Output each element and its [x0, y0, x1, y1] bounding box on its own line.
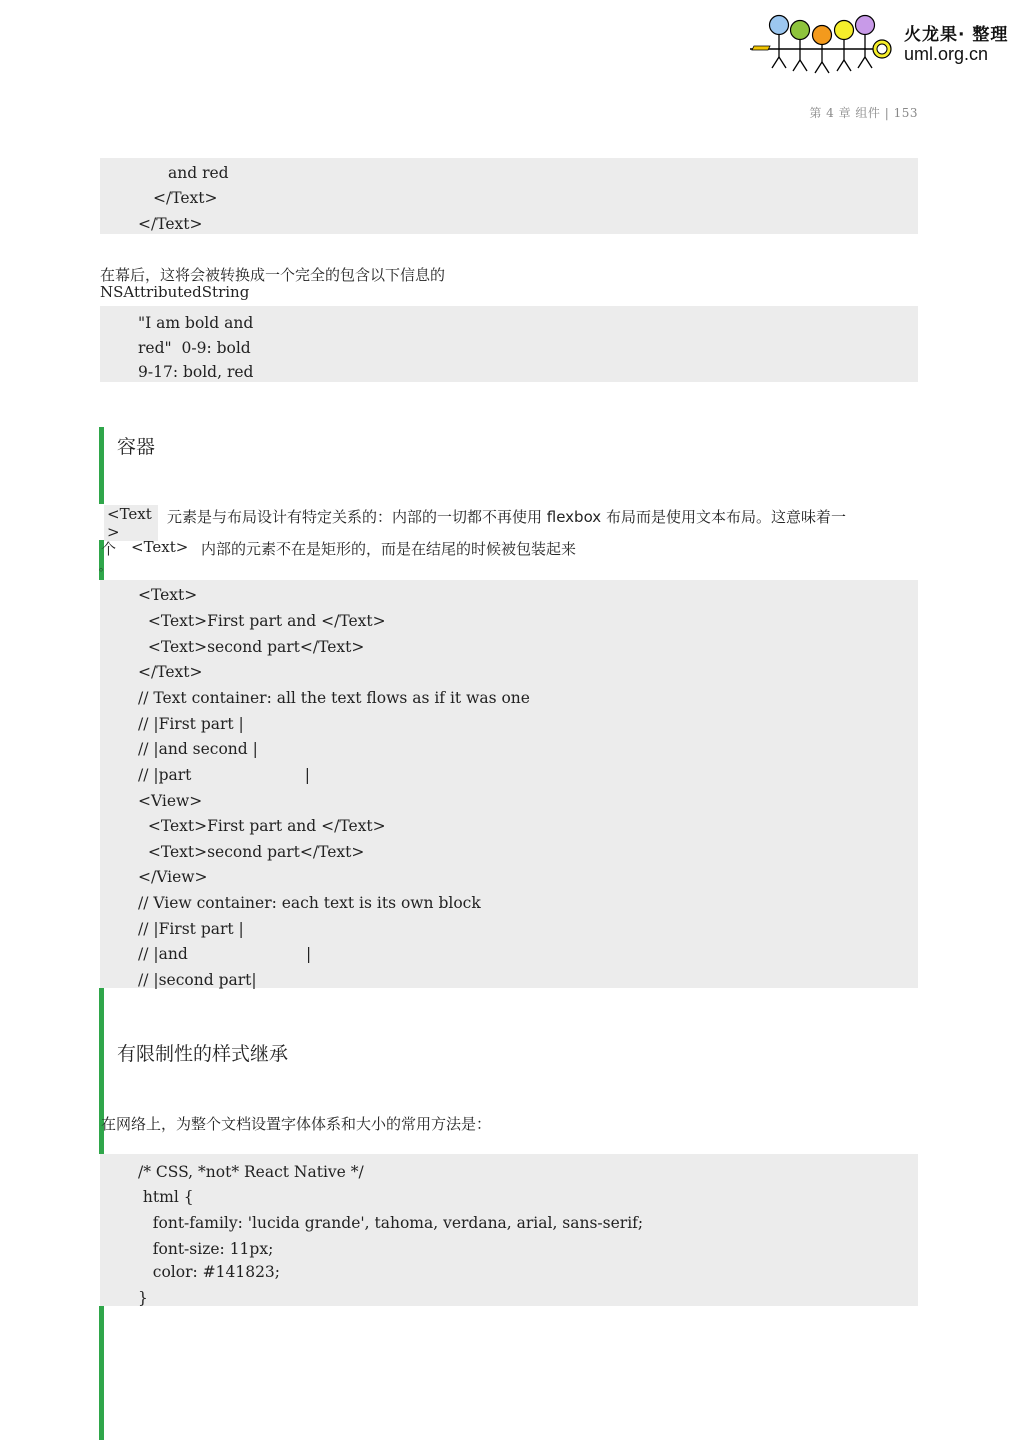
- code-line: <Text>second part</Text>: [138, 843, 365, 861]
- logo: [748, 12, 898, 74]
- code-line: color: #141823;: [138, 1263, 281, 1281]
- code-line: html {: [138, 1188, 194, 1206]
- page-header: 第 4 章 组件 | 153: [809, 106, 918, 120]
- section-title-style-inheritance: 有限制性的样式继承: [117, 1043, 289, 1065]
- code-line: </Text>: [138, 663, 203, 681]
- code-block-3: [100, 580, 918, 988]
- code-line: and red: [168, 164, 229, 182]
- code-line: </Text>: [153, 189, 218, 207]
- code-line: // |second part|: [138, 971, 257, 989]
- code-line: "I am bold and: [138, 314, 254, 332]
- paragraph-intro: 在幕后，这将会被转换成一个完全的包含以下信息的: [100, 266, 446, 284]
- code-line: </View>: [138, 868, 208, 886]
- code-line: // |First part |: [138, 920, 244, 938]
- code-line: // Text container: all the text flows as if it was one: [138, 689, 530, 707]
- code-block-1: [100, 158, 918, 234]
- code-line: <Text>: [138, 586, 198, 604]
- section-marker-bar: [99, 1306, 104, 1440]
- code-line: // |part |: [138, 766, 310, 784]
- code-line: // View container: each text is its own block: [138, 894, 481, 912]
- code-line: red" 0-9: bold: [138, 339, 251, 357]
- section1-inline-code-2: <Text>: [131, 538, 189, 556]
- section1-text-line2-prefix: 个: [101, 540, 117, 558]
- code-line: <Text>second part</Text>: [138, 638, 365, 656]
- section1-text-line1: 元素是与布局设计有特定关系的：内部的一切都不再使用 flexbox 布局而是使用文本布局。这意味着一: [167, 508, 846, 526]
- code-line: 9-17: bold, red: [138, 363, 254, 381]
- code-line: }: [138, 1289, 148, 1307]
- code-block-2: [100, 306, 918, 382]
- section-marker-bar: [99, 427, 104, 504]
- section1-text-line2: 内部的元素不在是矩形的，而是在结尾的时候被包装起来: [201, 540, 577, 558]
- code-line: // |and |: [138, 945, 312, 963]
- code-line: // |First part |: [138, 715, 244, 733]
- section2-text: 在网络上，为整个文档设置字体体系和大小的常用方法是：: [101, 1115, 492, 1133]
- logo-url: uml.org.cn: [904, 44, 989, 64]
- inline-code-label: <Text>: [107, 505, 152, 541]
- section-title-containers: 容器: [117, 436, 156, 458]
- inline-code-text-tag: [104, 505, 158, 541]
- code-line: <View>: [138, 792, 203, 810]
- code-line: /* CSS, *not* React Native */: [138, 1163, 364, 1181]
- section1-text-line3: 。: [99, 560, 110, 573]
- code-line: </Text>: [138, 215, 203, 233]
- code-line: // |and second |: [138, 740, 258, 758]
- logo-title: 火龙果· 整理: [904, 25, 1009, 45]
- code-line: <Text>First part and </Text>: [138, 817, 386, 835]
- code-line: font-size: 11px;: [138, 1240, 274, 1258]
- code-line: <Text>First part and </Text>: [138, 612, 386, 630]
- code-line: font-family: 'lucida grande', tahoma, verdana, arial, sans-serif;: [138, 1214, 644, 1232]
- stick-figures-icon: [748, 12, 898, 74]
- paragraph-intro-term: NSAttributedString: [100, 283, 250, 301]
- code-block-4: [100, 1154, 918, 1306]
